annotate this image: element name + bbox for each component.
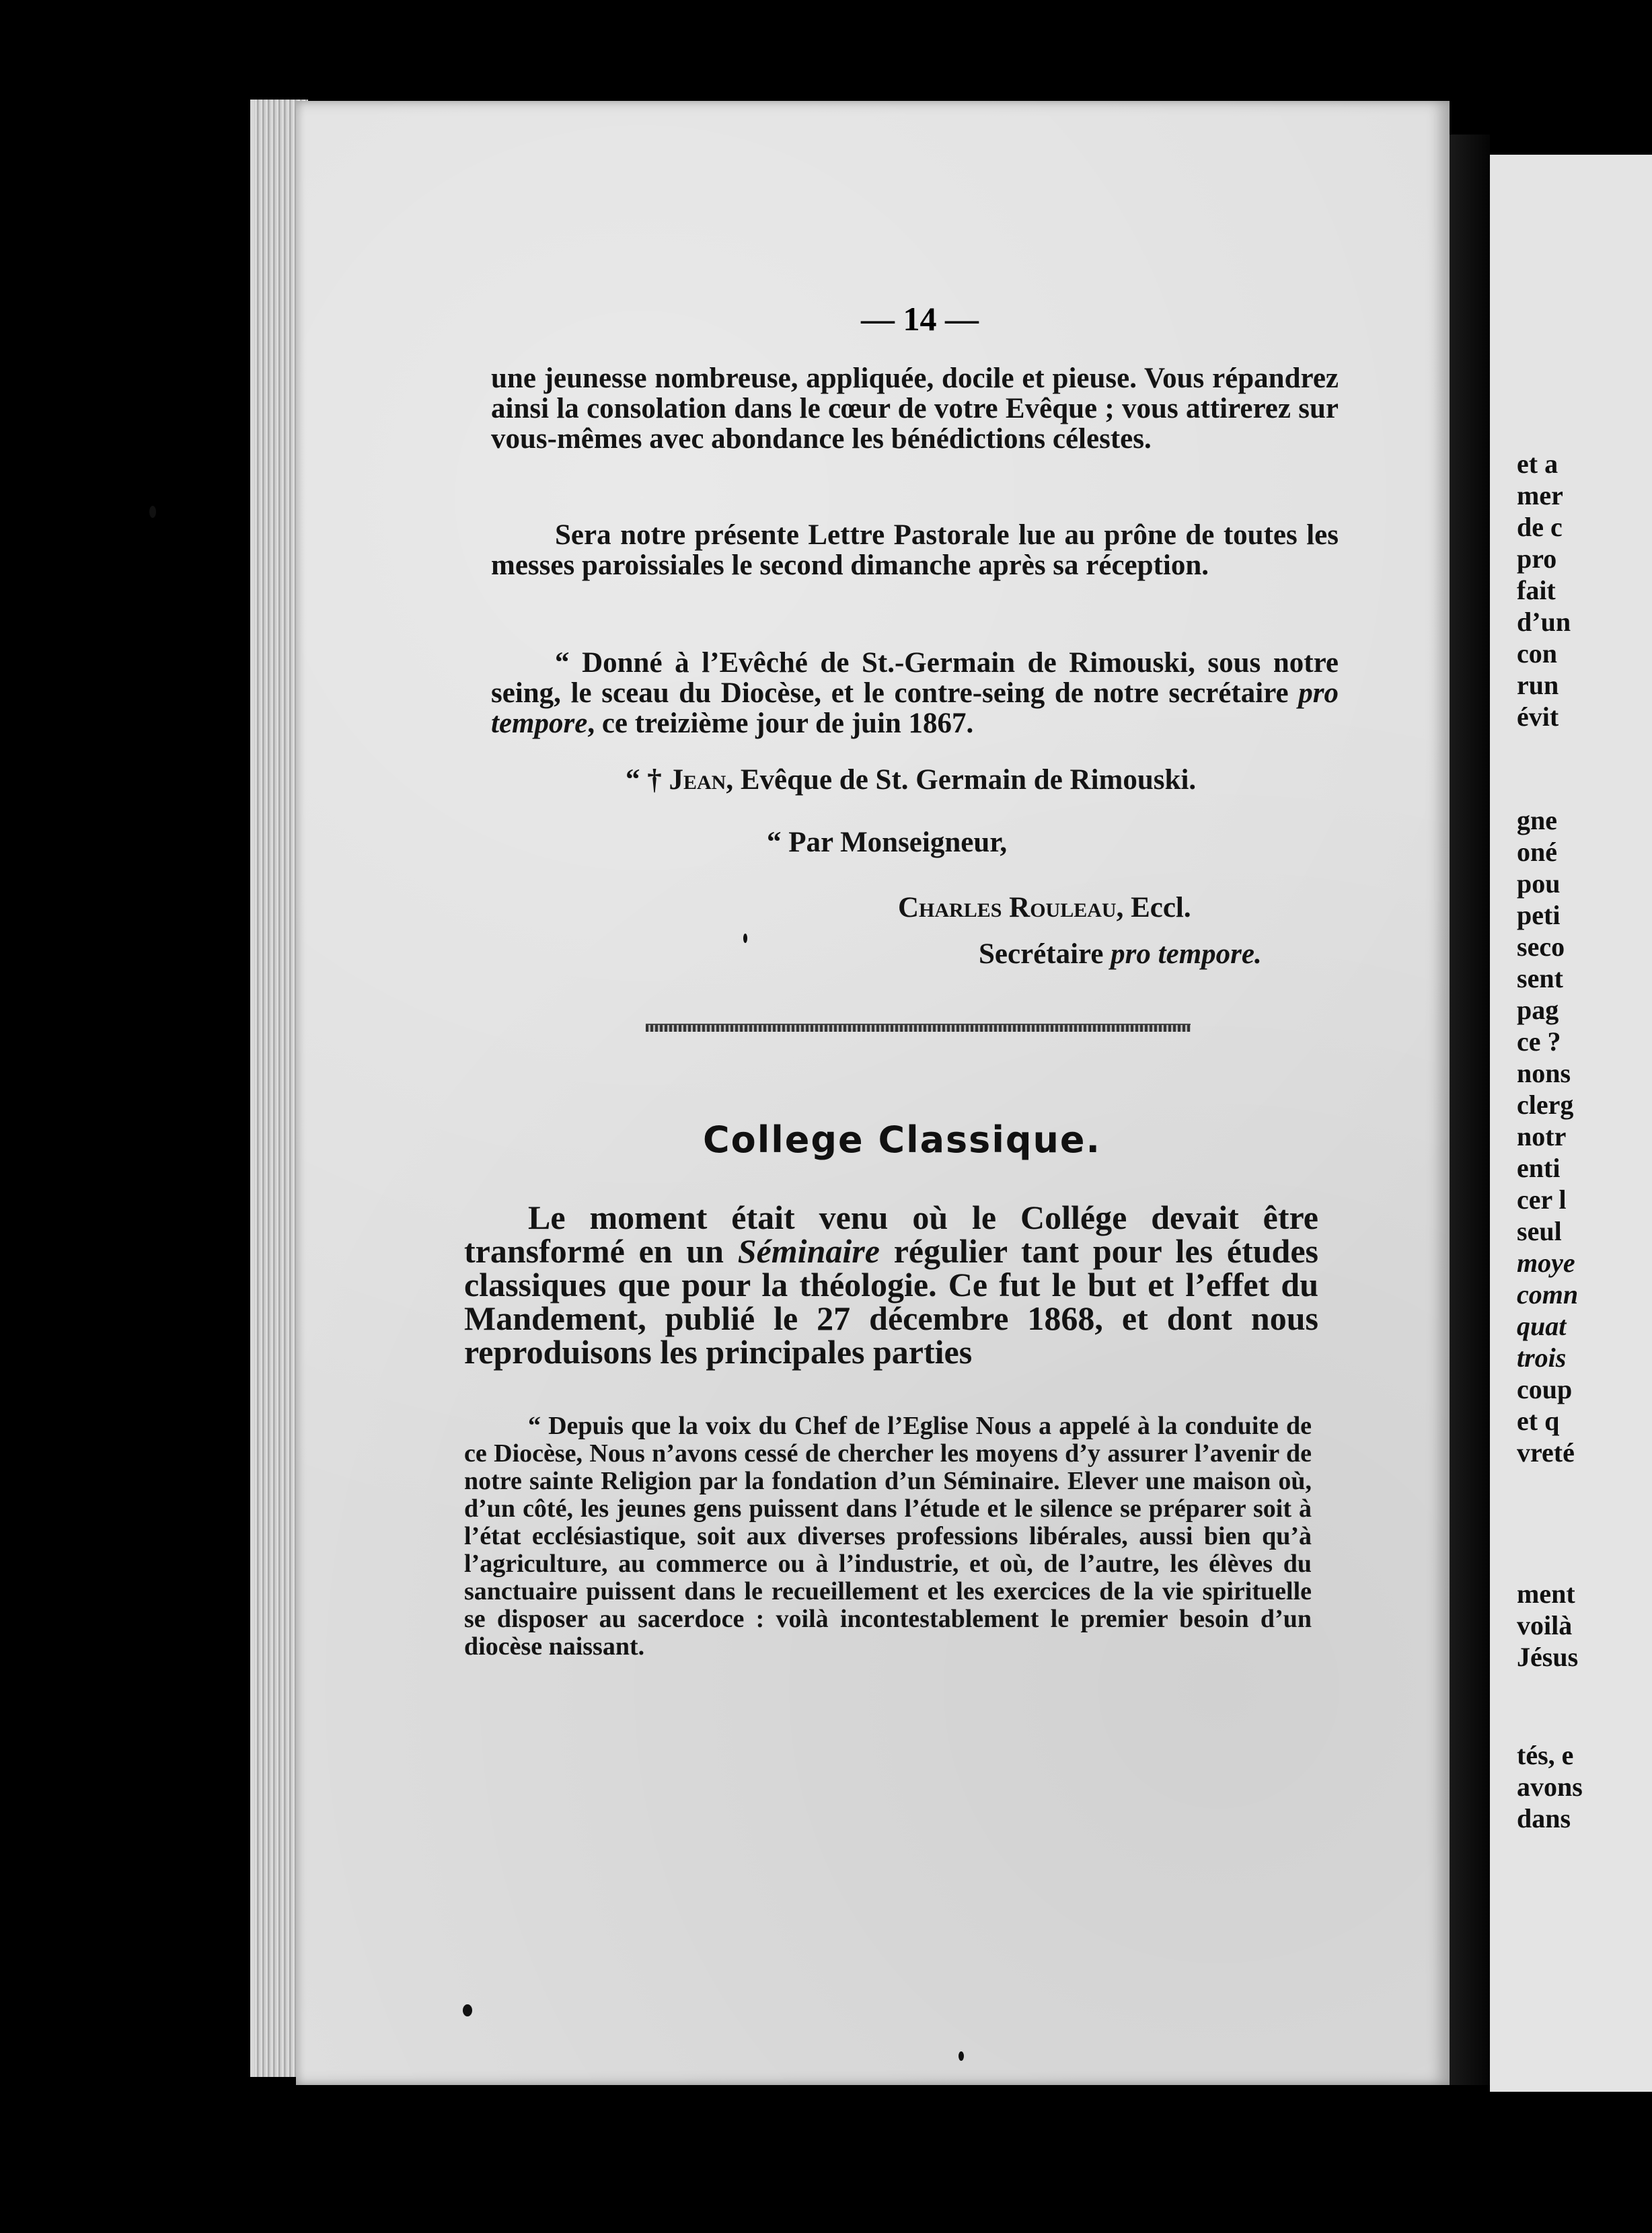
- quote-mark: “ †: [626, 764, 669, 796]
- section-title: College Classique.: [703, 1119, 1102, 1161]
- ink-speck: [959, 2051, 964, 2061]
- secretary-title-italic: pro tempore.: [1111, 938, 1262, 970]
- book-page-right-fragment: [1490, 155, 1652, 2092]
- right-fragment: gne: [1517, 805, 1557, 835]
- par-monseigneur: “ Par Monseigneur,: [767, 827, 1008, 858]
- right-fragment: pag: [1517, 995, 1559, 1025]
- right-fragment: notr: [1517, 1121, 1567, 1151]
- right-fragment: clerg: [1517, 1090, 1574, 1120]
- bishop-title: , Evêque de St. Germain de Rimouski.: [726, 764, 1197, 796]
- right-fragment: enti: [1517, 1153, 1561, 1183]
- right-fragment: et q: [1517, 1406, 1560, 1436]
- right-fragment: fait: [1517, 575, 1556, 605]
- right-fragment: dans: [1517, 1803, 1571, 1833]
- right-fragment: ment: [1517, 1579, 1575, 1609]
- secretary-name: Charles Rouleau: [898, 892, 1117, 923]
- right-fragment: de c: [1517, 512, 1563, 542]
- intro-text: Le moment était venu où le Collége devait être transformé en un: [464, 1199, 1318, 1270]
- right-fragment: coup: [1517, 1374, 1573, 1404]
- right-fragment: cer l: [1517, 1184, 1567, 1215]
- bishop-name: Jean: [669, 764, 726, 796]
- paragraph-text: [464, 1201, 1318, 1369]
- intro-italic: Séminaire: [737, 1232, 880, 1270]
- right-fragment: d’un: [1517, 607, 1571, 637]
- right-fragment: comn: [1517, 1279, 1579, 1310]
- right-fragment: quat: [1517, 1311, 1567, 1341]
- ink-speck: [463, 2004, 472, 2016]
- quoted-mandement: [464, 1412, 1312, 1661]
- right-fragment: voilà: [1517, 1610, 1573, 1640]
- paragraph-pastoral-reading: [491, 520, 1339, 580]
- bishop-signature: [626, 763, 1196, 796]
- right-fragment: run: [1517, 670, 1559, 700]
- paragraph-given-at: [491, 648, 1339, 739]
- book-gutter: [1450, 135, 1490, 2085]
- right-fragment: seul: [1517, 1216, 1562, 1246]
- right-fragment: tés, e: [1517, 1740, 1574, 1770]
- paragraph-closing-exhortation: [491, 363, 1339, 454]
- page-number: — 14 —: [861, 300, 979, 338]
- right-fragment: seco: [1517, 932, 1565, 962]
- secretary-signature: [898, 891, 1191, 924]
- given-text: “ Donné à l’Evêché de St.-Germain de Rimouski, sous notre seing, le sceau du Diocèse, et le contre-seing de notre secrétaire: [491, 647, 1339, 709]
- section-intro: [464, 1201, 1318, 1369]
- right-fragment: sent: [1517, 963, 1563, 993]
- given-text-end: , ce treizième jour de juin 1867.: [587, 708, 974, 739]
- right-fragment: moye: [1517, 1248, 1575, 1278]
- section-divider: [646, 1024, 1191, 1032]
- right-fragment: vreté: [1517, 1437, 1575, 1468]
- right-fragment: peti: [1517, 900, 1561, 930]
- right-fragment: et a: [1517, 449, 1559, 479]
- secretary-title-text: Secrétaire: [979, 938, 1111, 970]
- right-fragment: mer: [1517, 480, 1563, 510]
- intro-text-end: régulier tant pour les études classiques que pour la théologie. Ce fut le but et l’effet du Mandement, publié le 27 décembre 1868, et dont nous reproduisons les principales parties: [464, 1232, 1318, 1371]
- right-fragment: pro: [1517, 543, 1557, 574]
- ink-speck: [149, 506, 156, 518]
- paragraph-text: [491, 648, 1339, 739]
- right-fragment: ce ?: [1517, 1026, 1561, 1057]
- secretary-suffix: , Eccl.: [1116, 892, 1191, 923]
- right-fragment: pou: [1517, 868, 1561, 899]
- right-fragment: con: [1517, 638, 1557, 669]
- secretary-title: [979, 938, 1262, 971]
- right-fragment: avons: [1517, 1772, 1583, 1802]
- right-fragment: nons: [1517, 1058, 1571, 1088]
- paragraph-text: une jeunesse nombreuse, appliquée, docile et pieuse. Vous répandrez ainsi la consolation dans le cœur de votre Evêque ; vous attirerez sur vous-mêmes avec abondance les bénédictions célestes.: [491, 363, 1339, 455]
- right-fragment: oné: [1517, 837, 1557, 867]
- given-italic: pro tempore: [491, 677, 1339, 739]
- paragraph-text: Sera notre présente Lettre Pastorale lue au prône de toutes les messes paroissiales le second dimanche après sa réception.: [491, 519, 1339, 581]
- right-fragment: évit: [1517, 702, 1559, 732]
- paragraph-text: “ Depuis que la voix du Chef de l’Eglise Nous a appelé à la conduite de ce Diocèse, Nous n’avons cessé de chercher les moyens d’y assurer l’avenir de notre sainte Religion par la fondation d’un Séminaire. Elever une maison où, d’un côté, les jeunes gens puissent dans l’étude et le silence se préparer soit à l’état ecclésiastique, soit aux diverses professions libérales, aussi bien qu’à l’agriculture, au commerce ou à l’industrie, et où, de l’autre, les élèves du sanctuaire puissent dans le recueillement et les exercices de la vie spirituelle se disposer au sacerdoce : voilà incontestablement le premier besoin d’un diocèse naissant.: [464, 1412, 1312, 1661]
- right-fragment: trois: [1517, 1342, 1567, 1373]
- ink-speck: [743, 934, 747, 943]
- right-fragment: Jésus: [1517, 1642, 1579, 1672]
